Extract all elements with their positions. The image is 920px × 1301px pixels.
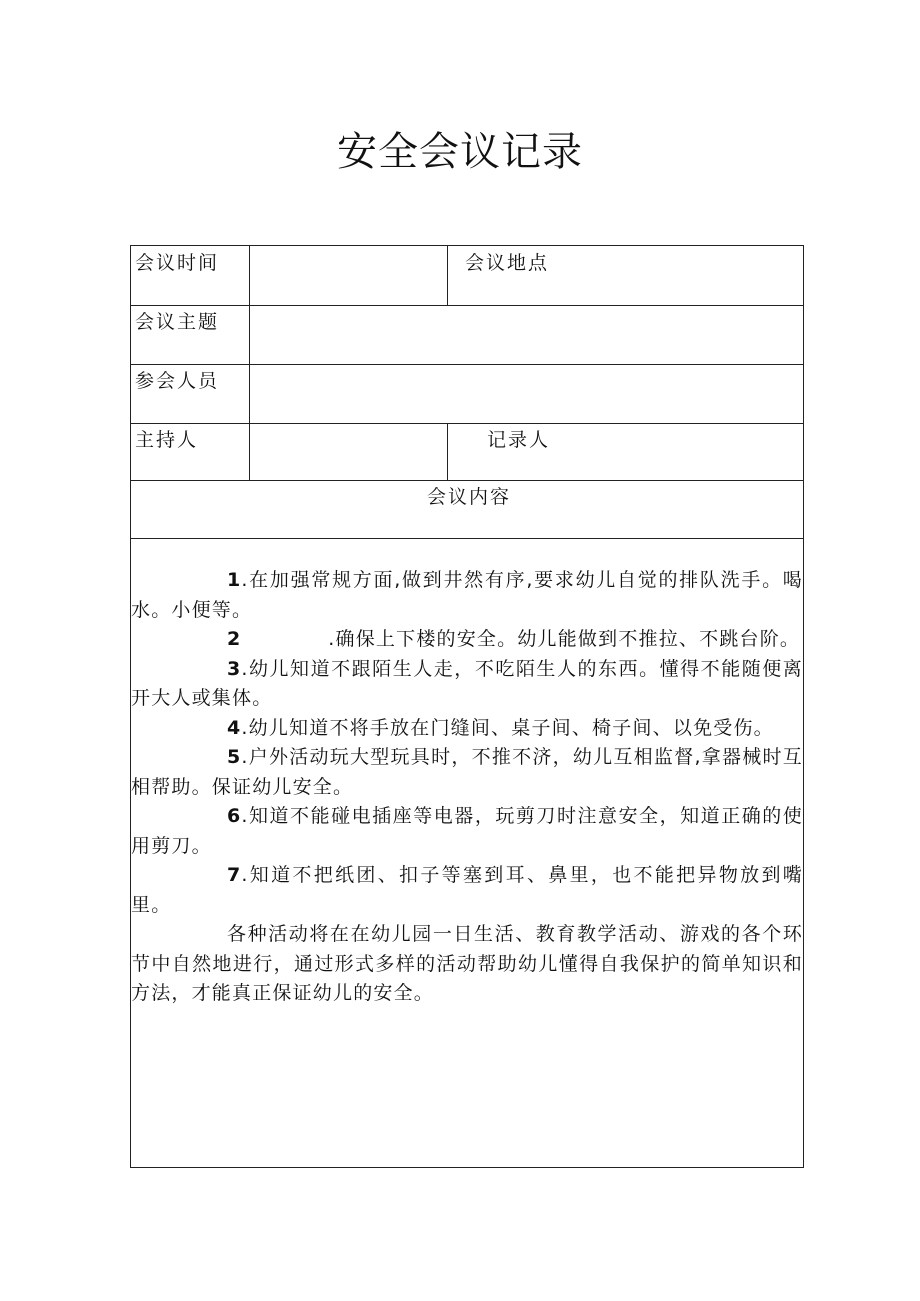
item-text: .幼儿知道不将手放在门缝间、桌子间、椅子间、以免受伤。 <box>241 716 774 739</box>
item-text: .幼儿知道不跟陌生人走，不吃陌生人的东西。懂得不能随便离开大人或集体。 <box>131 657 803 709</box>
item-text: .确保上下楼的安全。幼儿能做到不推拉、不跳台阶。 <box>241 628 801 650</box>
content-item-3 <box>131 655 803 714</box>
content-summary: 各种活动将在在幼儿园一日生活、教育教学活动、游戏的各个环节中自然地进行，通过形式多样的活动帮助幼儿懂得自我保护的简单知识和方法，才能真正保证幼儿的安全。 <box>131 923 803 1004</box>
content-item-4 <box>131 714 803 744</box>
column-divider <box>447 246 448 305</box>
meeting-time-label: 会议时间 <box>135 252 220 274</box>
page-title: 安全会议记录 <box>337 129 583 175</box>
item-number: 2 <box>227 628 242 650</box>
row-divider <box>131 364 803 365</box>
item-text: .知道不把纸团、扣子等塞到耳、鼻里，也不能把异物放到嘴里。 <box>131 864 803 916</box>
item-number: 3 <box>227 657 242 680</box>
content-item-7 <box>131 861 803 920</box>
row-divider <box>131 305 803 306</box>
meeting-place-label: 会议地点 <box>465 252 550 274</box>
item-text: .户外活动玩大型玩具时，不推不济，幼儿互相监督,拿器械时互相帮助。保证幼儿安全。 <box>131 746 803 798</box>
attendees-label: 参会人员 <box>135 370 220 392</box>
item-number: 7 <box>227 864 242 886</box>
item-number: 1 <box>227 569 242 591</box>
recorder-label: 记录人 <box>487 429 551 451</box>
column-divider <box>249 246 250 480</box>
meeting-record-table <box>130 245 804 1168</box>
item-text: .在加强常规方面,做到井然有序,要求幼儿自觉的排队洗手。喝水。小便等。 <box>131 569 803 621</box>
item-number: 5 <box>227 746 242 768</box>
meeting-content <box>131 566 803 1009</box>
content-item-2 <box>131 625 803 655</box>
item-number: 6 <box>227 805 242 827</box>
item-text: .知道不能碰电插座等电器，玩剪刀时注意安全，知道正确的使用剪刀。 <box>131 805 803 857</box>
content-item-1 <box>131 566 803 625</box>
content-header: 会议内容 <box>427 486 512 508</box>
item-number: 4 <box>227 716 242 739</box>
host-label: 主持人 <box>135 429 199 451</box>
row-divider <box>131 423 803 424</box>
content-item-5 <box>131 743 803 802</box>
column-divider <box>447 423 448 480</box>
content-item-6 <box>131 802 803 861</box>
meeting-topic-label: 会议主题 <box>135 311 220 333</box>
row-divider <box>131 538 803 539</box>
row-divider <box>131 480 803 481</box>
